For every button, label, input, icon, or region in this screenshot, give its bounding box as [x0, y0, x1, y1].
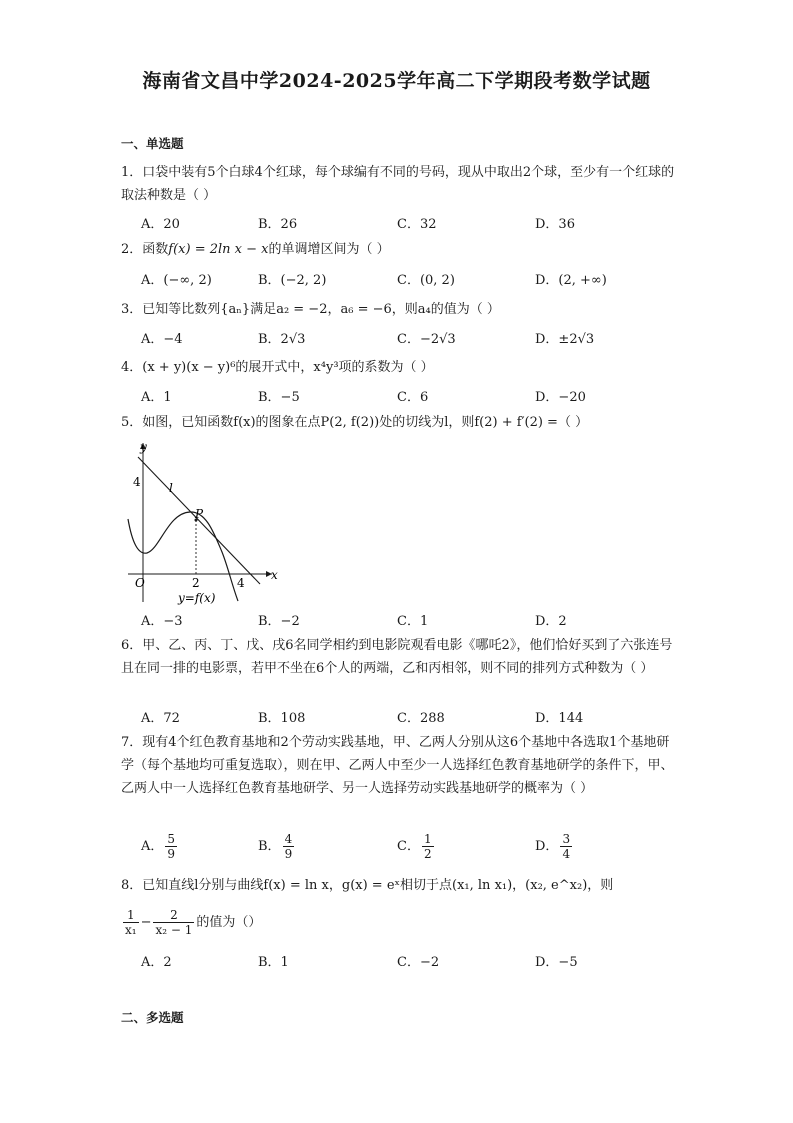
denominator: x₂ − 1 [155, 923, 193, 937]
option-a[interactable] [141, 832, 179, 861]
x-axis-label: x [271, 568, 278, 582]
fraction [422, 832, 434, 861]
question-7-options [141, 832, 681, 868]
numerator: 3 [562, 832, 571, 846]
fraction [560, 832, 572, 861]
option-c[interactable]: C．1 [397, 614, 429, 629]
question-5-options [141, 610, 681, 630]
section-heading-multiple-choice: 二、多选题 [121, 1010, 184, 1025]
question-2-prefix: 2．函数 [121, 242, 169, 257]
option-c[interactable] [397, 832, 436, 861]
option-label: B． [258, 839, 281, 854]
option-d[interactable] [535, 832, 574, 861]
numerator: 4 [284, 832, 293, 846]
question-8-options [141, 951, 681, 971]
option-label: A． [141, 839, 164, 854]
option-d[interactable]: D．±2√3 [535, 332, 595, 347]
y-axis-label: y [140, 440, 147, 454]
question-2-suffix: 的单调增区间为（ ） [268, 242, 390, 257]
fraction-2 [153, 908, 194, 937]
question-8-suffix: 的值为（） [196, 915, 262, 930]
y-tick-4: 4 [133, 475, 141, 489]
option-c[interactable]: C．−2 [397, 955, 440, 970]
option-a[interactable]: A．1 [141, 390, 172, 405]
option-c[interactable]: C．(0, 2) [397, 273, 455, 288]
option-a[interactable]: A．(−∞, 2) [141, 273, 212, 288]
point-p-label: P [195, 507, 204, 521]
fraction [283, 832, 295, 861]
option-b[interactable]: B．−5 [258, 390, 300, 405]
page-title: 海南省文昌中学2024-2025学年高二下学期段考数学试题 [142, 70, 651, 92]
numerator: 5 [167, 832, 176, 846]
question-4-options [141, 386, 681, 406]
option-d[interactable]: D．(2, +∞) [535, 273, 607, 288]
option-b[interactable]: B．108 [258, 711, 306, 726]
option-b[interactable]: B．1 [258, 955, 289, 970]
denominator: 4 [562, 847, 571, 861]
x-tick-4: 4 [237, 576, 245, 590]
fraction-1 [123, 908, 139, 937]
numerator: 1 [123, 908, 139, 923]
origin-label: O [135, 576, 145, 590]
question-7: 7．现有4个红色教育基地和2个劳动实践基地，甲、乙两人分别从这6个基地中各选取1个基地研学（每个基地均可重复选取），则在甲、乙两人中至少一人选择红色教育基地研学的条件下，甲、乙两人中一人选择红色教育基地研学、另一人选择劳动实践基地研学的概率为（ ） [121, 735, 674, 796]
option-d[interactable]: D．36 [535, 217, 575, 232]
curve-caption: y=f(x) [178, 591, 216, 605]
minus-sign: − [140, 915, 152, 930]
numerator: 1 [423, 832, 432, 846]
denominator: x₁ [125, 923, 137, 937]
option-label: C． [397, 839, 420, 854]
question-8: 8．已知直线l分别与曲线f(x) = ln x，g(x) = eˣ相切于点(x₁, ln x₁)，(x₂, e^x₂)，则 [121, 878, 614, 893]
option-b[interactable]: B．(−2, 2) [258, 273, 327, 288]
option-b[interactable]: B．2√3 [258, 332, 306, 347]
option-c[interactable]: C．6 [397, 390, 429, 405]
question-5: 5．如图，已知函数f(x)的图象在点P(2, f(2))处的切线为l，则f(2) + f′(2) =（ ） [121, 415, 589, 430]
question-1-options [141, 213, 681, 233]
option-d[interactable]: D．2 [535, 614, 567, 629]
question-2-formula: f(x) = 2ln x − x [168, 242, 269, 257]
tangent-label: l [169, 481, 173, 495]
option-d[interactable]: D．144 [535, 711, 584, 726]
numerator: 2 [153, 908, 194, 923]
question-6: 6．甲、乙、丙、丁、戊、戌6名同学相约到电影院观看电影《哪吒2》，他们恰好买到了六张连号且在同一排的电影票，若甲不坐在6个人的两端，乙和丙相邻，则不同的排列方式种数为（ ） [121, 638, 673, 676]
option-label: D． [535, 839, 559, 854]
option-b[interactable] [258, 832, 296, 861]
option-c[interactable]: C．−2√3 [397, 332, 456, 347]
fraction [165, 832, 177, 861]
option-d[interactable]: D．−5 [535, 955, 578, 970]
question-2 [121, 238, 676, 261]
denominator: 2 [423, 847, 432, 861]
option-d[interactable]: D．−20 [535, 390, 586, 405]
option-a[interactable]: A．−3 [141, 614, 183, 629]
question-3: 3．已知等比数列{aₙ}满足a₂ = −2，a₆ = −6，则a₄的值为（ ） [121, 302, 500, 317]
function-graph [120, 437, 280, 607]
question-4: 4．(x + y)(x − y)⁶的展开式中，x⁴y³项的系数为（ ） [121, 360, 434, 375]
option-b[interactable]: B．26 [258, 217, 298, 232]
option-a[interactable]: A．72 [141, 711, 180, 726]
denominator: 9 [284, 847, 293, 861]
question-6-options [141, 707, 681, 727]
option-a[interactable]: A．2 [141, 955, 172, 970]
section-heading-single-choice: 一、单选题 [121, 136, 184, 151]
option-c[interactable]: C．32 [397, 217, 437, 232]
option-a[interactable]: A．−4 [141, 332, 183, 347]
option-c[interactable]: C．288 [397, 711, 445, 726]
question-1: 1．口袋中装有5个白球4个红球，每个球编有不同的号码，现从中取出2个球，至少有一个红球的取法种数是（ ） [121, 165, 675, 203]
question-3-options [141, 328, 681, 348]
denominator: 9 [167, 847, 176, 861]
x-tick-2: 2 [192, 576, 200, 590]
option-a[interactable]: A．20 [141, 217, 180, 232]
question-8-expression [121, 908, 676, 937]
question-2-options [141, 269, 681, 289]
option-b[interactable]: B．−2 [258, 614, 300, 629]
